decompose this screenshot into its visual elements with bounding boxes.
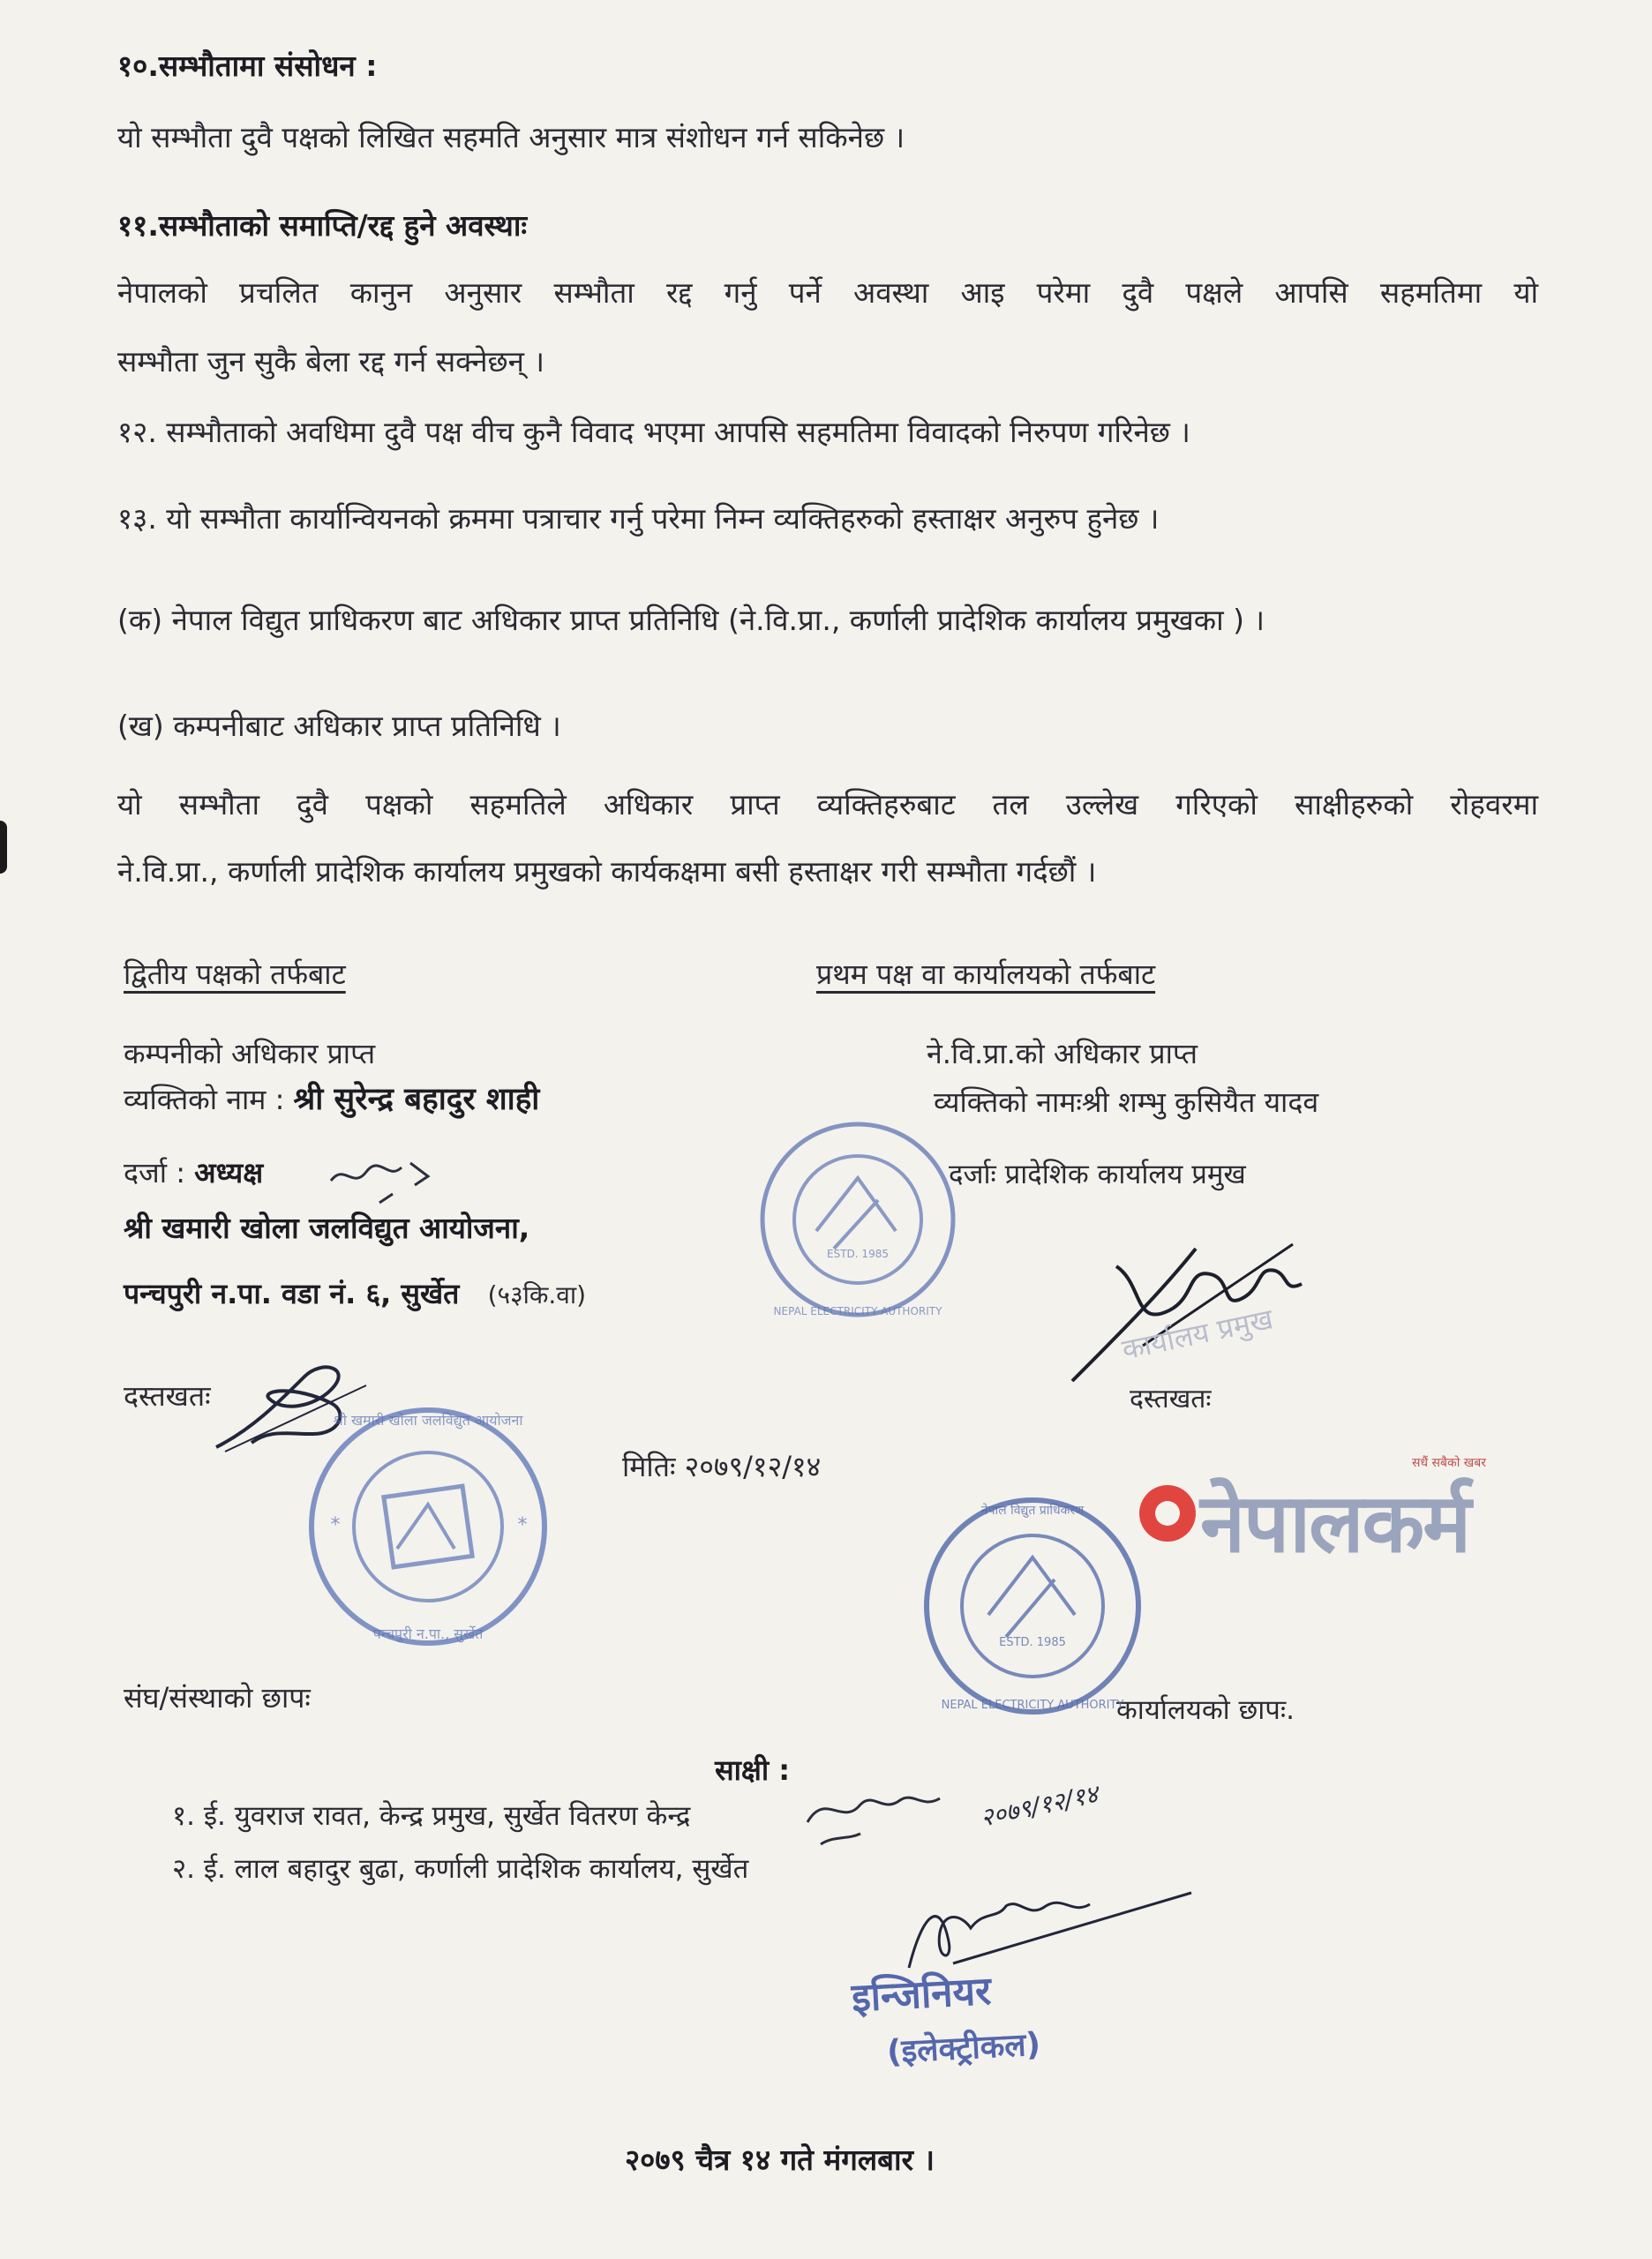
second-party-name-row	[124, 1081, 539, 1118]
watermark-brand: नेपालकर्म	[1200, 1476, 1470, 1571]
svg-text:पन्चपुरी न.पा., सुर्खेत: पन्चपुरी न.पा., सुर्खेत	[372, 1625, 484, 1642]
section-11-line-2: सम्भौता जुन सुकै बेला रद्द गर्न सक्नेछन् ।	[117, 344, 544, 379]
footer-date-line: २०७९ चैत्र १४ गते मंगलबार ।	[625, 2143, 935, 2177]
flag-logo-icon	[1138, 1482, 1197, 1544]
first-party-heading: प्रथम पक्ष वा कार्यालयको तर्फबाट	[816, 957, 1156, 991]
first-party-signature-icon	[1063, 1213, 1319, 1390]
witness-item-2: २. ई. लाल बहादुर बुढा, कर्णाली प्रादेशिक कार्यालय, सुर्खेत	[172, 1853, 749, 1885]
svg-text:ESTD. 1985: ESTD. 1985	[999, 1636, 1066, 1649]
second-party-name: श्री सुरेन्द्र बहादुर शाही	[293, 1082, 540, 1117]
nea-seal-lower-icon	[918, 1491, 1147, 1721]
second-party-heading: द्वितीय पक्षको तर्फबाट	[124, 957, 346, 991]
witness-heading: साक्षी :	[715, 1753, 791, 1787]
section-11-title: ११.सम्भौताको समाप्ति/रद्द हुने अवस्थाः	[117, 208, 528, 243]
engineer-stamp-line-1: इन्जिनियर	[850, 1968, 993, 2022]
first-party-signature-label: दस्तखतः	[1130, 1384, 1212, 1415]
second-party-capacity: (५३कि.वा)	[487, 1280, 587, 1310]
second-party-signature-label: दस्तखतः	[124, 1379, 211, 1413]
section-13: १३. यो सम्भौता कार्यान्वियनको क्रममा पत्राचार गर्नु परेमा निम्न व्यक्तिहरुको हस्ताक्षर अनुरुप हुनेछ ।	[117, 501, 1160, 536]
post-handwriting-icon	[327, 1145, 450, 1207]
svg-text:ESTD. 1985: ESTD. 1985	[827, 1248, 889, 1260]
svg-text:नेपाल विद्युत प्राधिकरण: नेपाल विद्युत प्राधिकरण	[980, 1504, 1085, 1518]
svg-text:*: *	[517, 1514, 528, 1536]
second-party-address-row	[124, 1277, 586, 1310]
second-party-post-row	[124, 1156, 263, 1190]
company-seal-icon	[300, 1399, 556, 1655]
second-party-post-label: दर्जा :	[124, 1156, 185, 1190]
section-13-ka: (क) नेपाल विद्युत प्राधिकरण बाट अधिकार प्राप्त प्रतिनिधि (ने.वि.प्रा., कर्णाली प्रादेशिक कार्यालय प्रमुखका ) ।	[117, 603, 1265, 637]
engineer-stamp-line-2: (इलेक्ट्रीकल)	[886, 2026, 1042, 2071]
section-13-kha: (ख) कम्पनीबाट अधिकार प्राप्त प्रतिनिधि ।	[117, 709, 561, 743]
section-10-title: १०.सम्भौतामा संसोधन :	[117, 49, 378, 83]
section-10-body: यो सम्भौता दुवै पक्षको लिखित सहमति अनुसार मात्र संशोधन गर्न सकिनेछ ।	[117, 120, 905, 154]
svg-text:NEPAL ELECTRICITY AUTHORITY: NEPAL ELECTRICITY AUTHORITY	[941, 1699, 1124, 1712]
nea-seal-upper-icon	[755, 1116, 962, 1324]
closing-line-1: यो सम्भौता दुवै पक्षको सहमतिले अधिकार प्राप्त व्यक्तिहरुबाट तल उल्लेख गरिएको साक्षीहरुको रोहवरमा	[117, 787, 1538, 822]
second-party-seal-label: संघ/संस्थाको छापः	[124, 1681, 311, 1715]
office-head-stamp-faded: कार्यालय प्रमुख	[1119, 1302, 1276, 1367]
svg-text:NEPAL ELECTRICITY AUTHORITY: NEPAL ELECTRICITY AUTHORITY	[773, 1305, 942, 1317]
svg-text:*: *	[330, 1514, 341, 1536]
section-11-line-1: नेपालको प्रचलित कानुन अनुसार सम्भौता रद्द गर्नु पर्ने अवस्था आइ परेमा दुवै पक्षले आपसि सहमतिमा यो	[117, 275, 1538, 310]
second-party-name-label: व्यक्तिको नाम :	[124, 1083, 285, 1116]
company-seal-text: श्री खमारी खोला जलविद्युत आयोजना	[333, 1412, 523, 1429]
binding-mark	[0, 821, 7, 874]
first-party-authorized: ने.वि.प्रा.को अधिकार प्राप्त	[927, 1037, 1198, 1070]
agreement-date: मितिः २०७९/१२/१४	[622, 1450, 822, 1483]
witness-2-signature-icon	[900, 1880, 1200, 1977]
first-party-name: व्यक्तिको नामःश्री शम्भु कुसियैत यादव	[934, 1085, 1319, 1119]
watermark-tagline: सधैं सबैको खबर	[1412, 1456, 1486, 1470]
second-party-post: अध्यक्ष	[194, 1156, 264, 1190]
witness-handwritten-date: २०७९/१२/१४	[977, 1779, 1101, 1833]
second-party-project: श्री खमारी खोला जलविद्युत आयोजना,	[124, 1211, 530, 1245]
closing-line-2: ने.वि.प्रा., कर्णाली प्रादेशिक कार्यालय प्रमुखको कार्यकक्षमा बसी हस्ताक्षर गरी सम्भौता गर्दछौं ।	[117, 854, 1097, 889]
second-party-address: पन्चपुरी न.पा. वडा नं. ६, सुर्खेत	[124, 1277, 460, 1310]
first-party-seal-label: कार्यालयको छापः.	[1116, 1694, 1295, 1726]
first-party-post: दर्जाः प्रादेशिक कार्यालय प्रमुख	[949, 1159, 1246, 1190]
second-party-authorized: कम्पनीको अधिकार प्राप्त	[124, 1037, 376, 1070]
witness-item-1: १. ई. युवराज रावत, केन्द्र प्रमुख, सुर्खेत वितरण केन्द्र	[172, 1800, 691, 1832]
section-12: १२. सम्भौताको अवधिमा दुवै पक्ष वीच कुनै विवाद भएमा आपसि सहमतिमा विवादको निरुपण गरिनेछ ।	[117, 415, 1190, 449]
